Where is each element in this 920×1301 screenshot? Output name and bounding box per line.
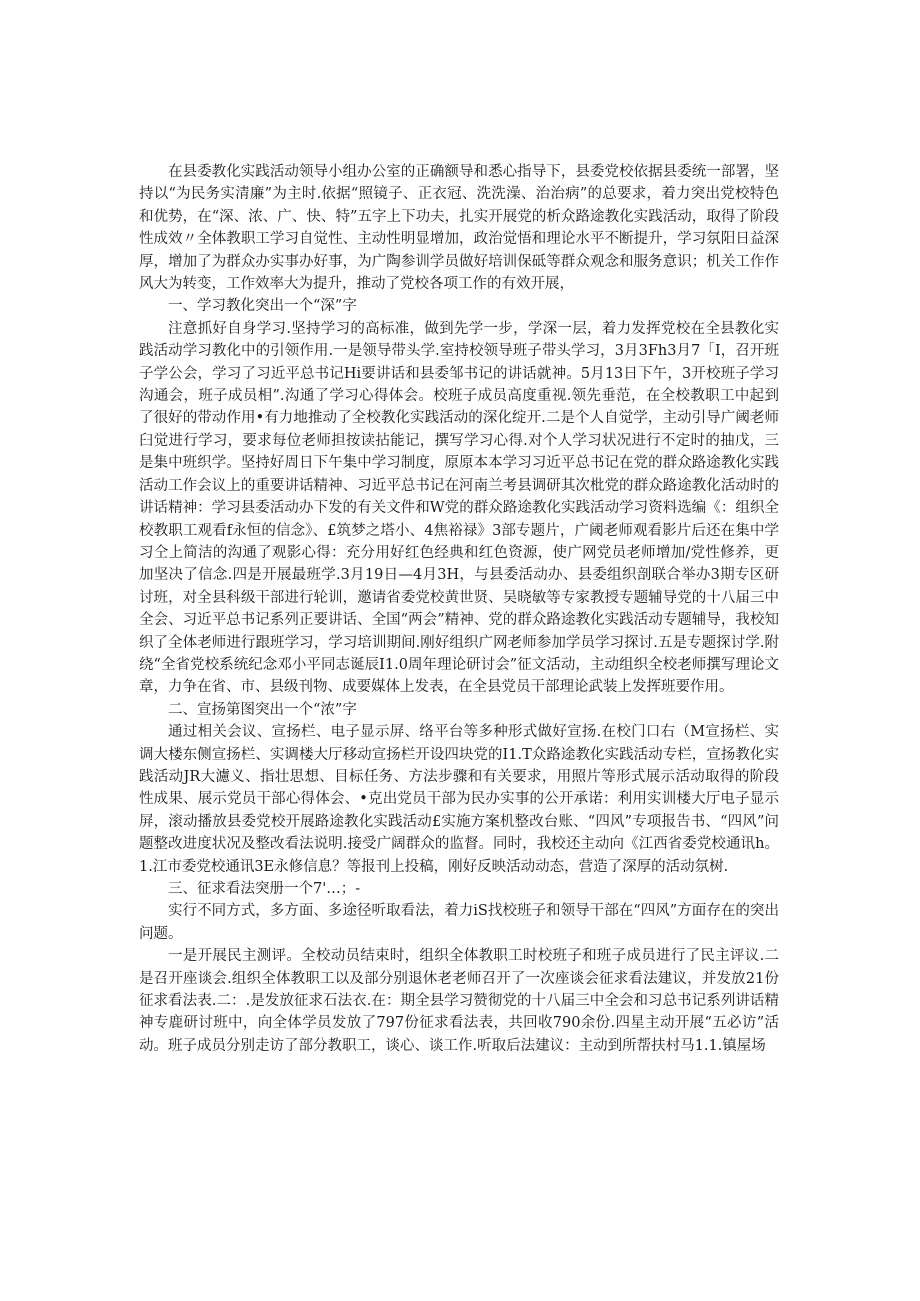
section-1-paragraph: 注意抓好自身学习.坚持学习的高标准，做到先学一步，学深一层，着力发挥党校在全县教化实践活动学习教化中的引领作用.一是领导带头学.室持校领导班子带头学习，3月3Fh3月7「I，召开班子学公会，学习了习近平总书记Hi要讲话和县委邹书记的讲话就神。5月13日下午，3开校班子学习沟通会，班子成员相”.沟通了学习心得体会。校班子成员高度重视.领先垂范，在全校教职工中起到了很好的带动作用•有力地推动了全校教化实践活动的深化绽开.二是个人自觉学，主动引导广阈老师臼觉进行学习，要求每位老师担按读拈能记，撰写学习心得.对个人学习状况进行不定时的抽戊，三是集中班织学。坚持好周日下午集中学习制度，原原本本学习习近平总书记在党的群众路途教化实践活动工作会议上的重要讲话精神、习近平总书记在河南兰考县调研其次枇党的群众路途教化活动时的讲话精神：学习县委活动办下发的有关文件和W党的群众路途教化实践活动学习资料选编《：组织全校教职工观看f永恒的信念》、£筑梦之塔小、4焦裕禄》3部专题片，广阈老师观看影片后还在集中学习仝上简洁的沟通了观影心得：充分用好红色经典和红色资源，使广网党员老师增加/党性修养，更加坚决了信念.四是开展最班学.3月19日—4月3H，与县委活动办、县委组织剖联合举办3期专区研讨班，对全县科级干部进行轮训，邀请省委党校黄世贤、吴晓敏等专家教授专题辅导党的十八届三中全会、习近平总书记系列正要讲话、全国“两会”精神、党的群众路途教化实践活动专题辅导，我校知织了全体老师进行跟班学习，学习培训期间.刚好组织广网老师参加学员学习探讨.五是专题探讨学.附绕“全省党校系统纪念邓小平同志诞辰I1.0周年理论研讨会”征文活动，主动组织全校老师撰写理论文章，力争在省、市、县级刊物、成要媒体上发表，在全县党员干部理论武装上发挥班要作用。 xyxy=(139,320,779,696)
section-3-paragraph-2: 一是开展民主测评。全校动员结束时，组织全体教职工时校班子和班子成员进行了民主评议.二是召开座谈会.组织全体教职工以及部分别退休老老师召开了一次座谈会征求看法建议，并发放21份征求看法表.二：.是发放征求石法衣.在：期全县学习赞彻党的十八届三中全会和习总书记系列讲话精神专鹿研讨班中，向全体学员发放了797份征求看法表，共回收790余份.四星主动开展“五必访”活动。班子成员分别走访了部分教职工，谈心、谈工作.听取后法建议：主动到所帮扶村马1.1.镇屋场 xyxy=(139,948,779,1054)
intro-paragraph: 在县委教化实践活动领导小组办公室的正确额导和悉心指导下，县委党校依据县委统一部署，坚持以“为民务实清廉”为主时.依据“照镜子、正衣冠、洗洗澡、治治病”的总要求，着力突出党校特色和优势，在“深、浓、广、快、特”五字上下功夫，扎实开展党的析众路途教化实践活动，取得了阶段性成效〃全体教职工学习自觉性、主动性明显增加，政治觉悟和理论水平不断提升，学习氛阳日益深厚，增加了为群众办实事办好事，为广陶参训学员做好培训保砥等群众观念和服务意识；机关工作作风大为转变，工作效率大为提升，推动了党校各项工作的有效开展， xyxy=(139,164,779,293)
section-heading-2: 二、宣扬第图突出一个“浓”字 xyxy=(168,701,357,718)
section-heading-1: 一、学习教化突出一个“深”字 xyxy=(168,298,357,315)
section-2-paragraph: 通过相关会议、宣扬栏、电子显示屏、络平台等多种形式做好宣扬.在校门口右（M宣扬栏、实调大楼东侧宣扬栏、实调楼大厅移动宣扬栏开设四块党的I1.T众路途教化实践活动专栏，宣扬教化实践活动JR大濾义、指壮思想、目标任务、方法步骤和有关要求，用照片等形式展示活动取得的阶段性成果、展示党员干部心得体会、•克出党员干部为民办实事的公开承诺：利用实训楼大厅电子显示屏，滚动播放县委党校开展路途教化实践活动£实施方案机整改台账、“四风”专项报告书、“四风”问题整改进度状况及整改看法说明.接受广阔群众的监督。同时，我校还主动向《江西省委党校通讯h。1.江市委党校通讯3E永修信息？等报刊上投稿，刚好反映活动动态，营造了深厚的活动氛树. xyxy=(139,724,779,875)
document-body xyxy=(139,161,779,1057)
section-heading-3: 三、征求看法突册一个7'…；- xyxy=(168,881,361,897)
section-3-paragraph: 实行不同方式，多方面、多途径听取看法，着力iS找校班子和领导干部在“四风”方面存在的突出问题。 xyxy=(139,903,779,942)
